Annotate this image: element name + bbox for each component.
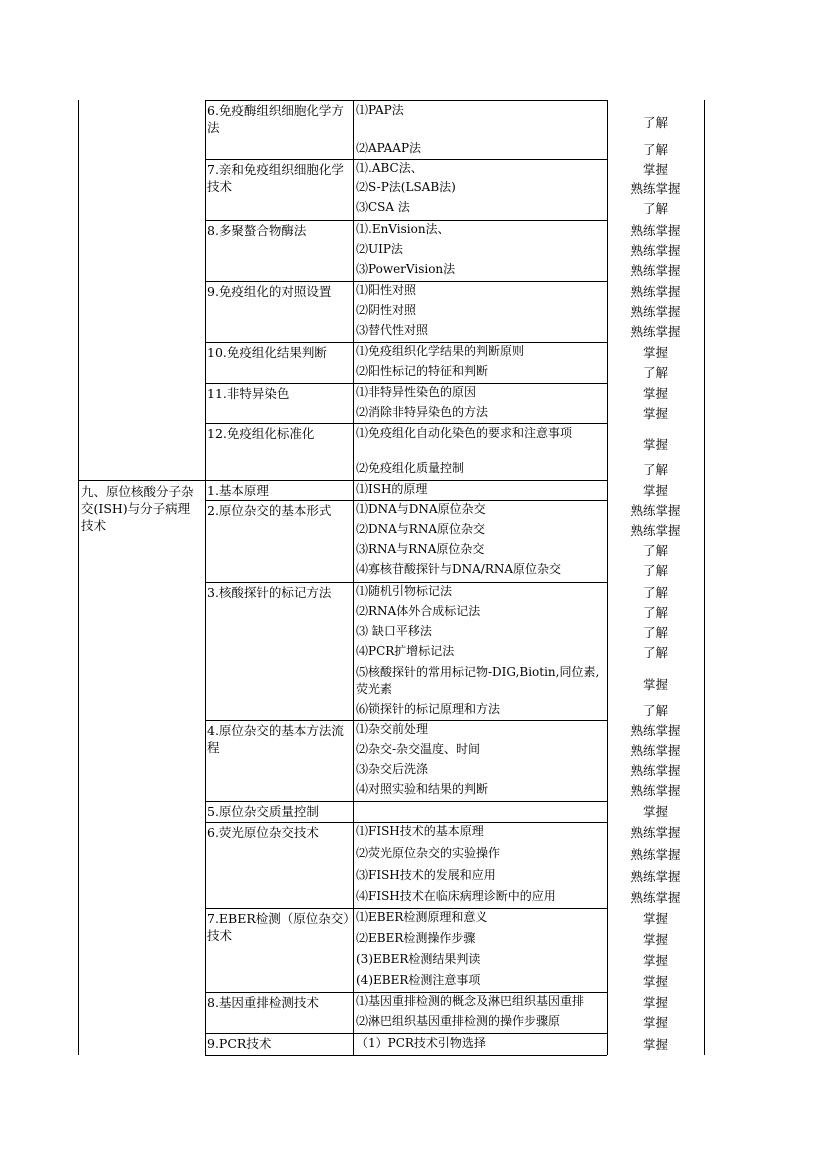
- topic-divider: [205, 582, 607, 583]
- item-text: ⑷FISH技术在临床病理诊断中的应用: [356, 889, 556, 903]
- item-text: ⑴杂交前处理: [356, 722, 429, 736]
- level-label: 熟练掌握: [630, 743, 681, 758]
- topic-divider: [205, 480, 607, 481]
- topic-title: 10.免疫组化结果判断: [207, 345, 327, 360]
- section-9-title: 九、原位核酸分子杂交(ISH)与分子病理技术: [81, 484, 194, 533]
- level-label: 掌握: [642, 483, 668, 498]
- topic-title: 5.原位杂交质量控制: [207, 804, 319, 819]
- level-label: 熟练掌握: [630, 263, 681, 278]
- item-text: ⑴非特异性染色的原因: [356, 385, 477, 399]
- section-divider: [78, 480, 205, 481]
- item-text: ⑶ 缺口平移法: [356, 624, 432, 638]
- topic-divider: [205, 801, 607, 802]
- item-text: ⑵荧光原位杂交的实验操作: [356, 846, 501, 860]
- item-text: ⑴FISH技术的基本原理: [356, 824, 484, 838]
- topic-divider: [205, 281, 607, 282]
- item-text: ⑶PowerVision法: [356, 262, 456, 276]
- item-text: ⑶CSA 法: [356, 200, 410, 214]
- item-text: （1）PCR技术引物选择: [356, 1036, 486, 1050]
- item-text: ⑵RNA体外合成标记法: [356, 604, 481, 618]
- item-text: ⑶RNA与RNA原位杂交: [356, 542, 485, 556]
- level-label: 熟练掌握: [630, 523, 681, 538]
- level-label: 掌握: [642, 911, 668, 926]
- level-label: 熟练掌握: [630, 890, 681, 905]
- item-text: ⑵APAAP法: [356, 141, 422, 155]
- level-label: 了解: [642, 605, 668, 620]
- level-label: 了解: [642, 563, 668, 578]
- item-text: ⑴.EnVision法、: [356, 222, 450, 236]
- level-label: 掌握: [642, 406, 668, 421]
- item-text: ⑵阳性标记的特征和判断: [356, 364, 489, 378]
- topic-title: 11.非特异染色: [207, 386, 290, 401]
- topic-title: 6.荧光原位杂交技术: [207, 825, 319, 840]
- column-divider-2: [353, 100, 354, 1055]
- level-label: 了解: [642, 703, 668, 718]
- level-label: 熟练掌握: [630, 723, 681, 738]
- item-text: ⑶FISH技术的发展和应用: [356, 868, 496, 882]
- level-label: 了解: [642, 142, 668, 157]
- item-text: ⑴随机引物标记法: [356, 584, 453, 598]
- item-text: ⑴DNA与DNA原位杂交: [356, 502, 486, 516]
- item-text: ⑹锁探针的标记原理和方法: [356, 702, 501, 716]
- item-text: ⑴基因重排检测的概念及淋巴组织基因重排: [356, 994, 585, 1008]
- topic-title: 6.免疫酶组织细胞化学方法: [207, 103, 344, 135]
- item-text: ⑵UIP法: [356, 242, 403, 256]
- topic-title: 4.原位杂交的基本方法流程: [207, 723, 344, 755]
- level-label: 掌握: [642, 162, 668, 177]
- topic-divider: [205, 908, 607, 909]
- topic-divider: [205, 159, 607, 160]
- topic-title: 8.基因重排检测技术: [207, 995, 319, 1010]
- item-text: ⑴ISH的原理: [356, 482, 428, 496]
- table-border-left: [78, 100, 79, 1055]
- item-text: ⑵EBER检测操作步骤: [356, 931, 476, 945]
- item-text: ⑵消除非特异染色的方法: [356, 405, 489, 419]
- level-label: 掌握: [642, 953, 668, 968]
- level-label: 熟练掌握: [630, 503, 681, 518]
- level-label: 熟练掌握: [630, 324, 681, 339]
- table-bottom-edge: [205, 1055, 607, 1056]
- level-label: 熟练掌握: [630, 181, 681, 196]
- level-label: 掌握: [642, 974, 668, 989]
- item-text: ⑵S-P法(LSAB法): [356, 180, 456, 194]
- item-text: ⑴PAP法: [356, 103, 404, 117]
- level-label: 掌握: [642, 932, 668, 947]
- topic-divider: [205, 383, 607, 384]
- item-text: ⑶杂交后洗涤: [356, 762, 429, 776]
- level-label: 了解: [642, 585, 668, 600]
- level-label: 了解: [642, 365, 668, 380]
- topic-title: 1.基本原理: [207, 483, 269, 498]
- level-label: 了解: [642, 645, 668, 660]
- topic-title: 7.亲和免疫组织细胞化学技术: [207, 162, 344, 194]
- level-label: 熟练掌握: [630, 763, 681, 778]
- level-label: 了解: [642, 115, 668, 130]
- level-label: 掌握: [642, 995, 668, 1010]
- level-label: 掌握: [642, 437, 668, 452]
- item-text: ⑴免疫组化自动化染色的要求和注意事项: [356, 426, 573, 440]
- item-text: ⑴EBER检测原理和意义: [356, 910, 488, 924]
- topic-divider: [205, 822, 607, 823]
- level-label: 熟练掌握: [630, 304, 681, 319]
- level-label: 掌握: [642, 386, 668, 401]
- level-label: 熟练掌握: [630, 243, 681, 258]
- topic-divider: [205, 423, 607, 424]
- item-text: ⑵DNA与RNA原位杂交: [356, 522, 485, 536]
- level-label: 掌握: [642, 804, 668, 819]
- level-label: 熟练掌握: [630, 869, 681, 884]
- item-text: ⑷寡核苷酸探针与DNA/RNA原位杂交: [356, 562, 562, 576]
- topic-title: 9.PCR技术: [207, 1036, 272, 1051]
- column-divider-1: [205, 100, 206, 1055]
- topic-title: 12.免疫组化标准化: [207, 426, 315, 441]
- table-border-top: [205, 100, 607, 101]
- topic-title: 7.EBER检测（原位杂交）技术: [207, 911, 350, 943]
- level-label: 掌握: [642, 1015, 668, 1030]
- item-text: ⑷PCR扩增标记法: [356, 644, 455, 658]
- level-label: 掌握: [642, 345, 668, 360]
- topic-title: 9.免疫组化的对照设置: [207, 284, 332, 299]
- item-text: ⑸核酸探针的常用标记物-DIG,Biotin,同位素,荧光素: [356, 665, 600, 696]
- item-text: ⑵阴性对照: [356, 303, 417, 317]
- level-label: 掌握: [642, 677, 668, 692]
- item-text: (3)EBER检测结果判读: [356, 952, 481, 966]
- item-text: ⑵免疫组化质量控制: [356, 461, 465, 475]
- topic-title: 2.原位杂交的基本形式: [207, 503, 332, 518]
- level-label: 了解: [642, 462, 668, 477]
- topic-divider: [205, 220, 607, 221]
- level-label: 了解: [642, 201, 668, 216]
- topic-divider: [205, 1033, 607, 1034]
- topic-title: 8.多聚螯合物酶法: [207, 223, 307, 238]
- topic-divider: [205, 500, 607, 501]
- item-text: ⑴免疫组织化学结果的判断原则: [356, 344, 525, 358]
- topic-divider: [205, 342, 607, 343]
- item-text: ⑵淋巴组织基因重排检测的操作步骤原: [356, 1014, 561, 1028]
- table-border-right: [704, 100, 705, 1055]
- item-text: ⑷对照实验和结果的判断: [356, 782, 489, 796]
- level-label: 掌握: [642, 1037, 668, 1052]
- item-text: ⑴阳性对照: [356, 283, 417, 297]
- level-label: 熟练掌握: [630, 847, 681, 862]
- item-text: ⑶替代性对照: [356, 323, 429, 337]
- level-label: 熟练掌握: [630, 825, 681, 840]
- topic-divider: [205, 720, 607, 721]
- level-label: 熟练掌握: [630, 783, 681, 798]
- level-label: 熟练掌握: [630, 284, 681, 299]
- level-label: 熟练掌握: [630, 223, 681, 238]
- topic-title: 3.核酸探针的标记方法: [207, 585, 332, 600]
- level-label: 了解: [642, 625, 668, 640]
- topic-divider: [205, 992, 607, 993]
- item-text: (4)EBER检测注意事项: [356, 973, 481, 987]
- item-text: ⑴.ABC法、: [356, 161, 423, 175]
- item-text: ⑵杂交-杂交温度、时间: [356, 742, 481, 756]
- level-label: 了解: [642, 543, 668, 558]
